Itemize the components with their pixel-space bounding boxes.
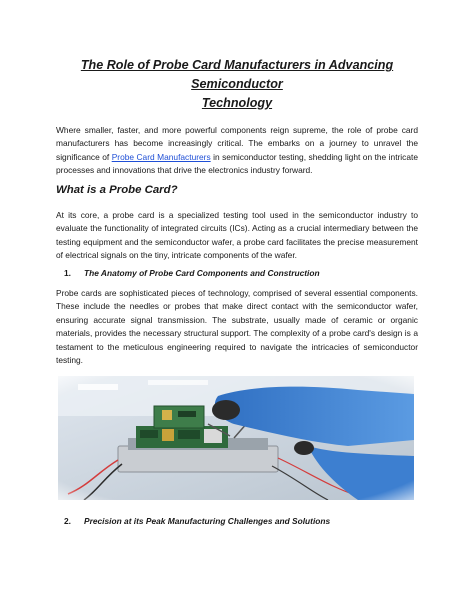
section-paragraph-probe-card: At its core, a probe card is a specialized testing tool used in the semiconductor industry to evaluate the functionality of integrated circuits (ICs). Acting as a crucial intermediary between the testing equipment and the semiconductor wafer, a probe card facilitates the precise measurement of electrical signals on the tiny, intricate components of the wafer. xyxy=(56,210,418,261)
list-item-heading-2 xyxy=(64,516,330,526)
section-heading-probe-card: What is a Probe Card? xyxy=(56,184,178,196)
title-line-1: The Role of Probe Card Manufacturers in Advancing Semiconductor xyxy=(80,58,394,91)
anatomy-paragraph: Probe cards are sophisticated pieces of technology, comprised of several essential components. These include the needles or probes that make direct contact with the semiconductor wafer, ensuring accurate signal transmission. The substrate, usually made of ceramic or organic materials, provides the necessary structural support. The complexity of a probe card's design is a testament to the meticulous engineering required to navigate the intricacies of semiconductor testing. xyxy=(56,288,418,366)
title-line-2: Technology xyxy=(201,96,273,110)
list-number-2: 2. xyxy=(64,516,71,526)
list-number-1: 1. xyxy=(64,268,71,278)
list-heading-2-text: Precision at its Peak Manufacturing Challenges and Solutions xyxy=(84,516,331,526)
list-item-heading-1 xyxy=(64,268,320,278)
intro-paragraph xyxy=(56,124,418,178)
intro-text-start: Where smaller, faster, and more powerful components reign supreme, the role of probe card manufacturers has become increasingly critical. The embarks on a journey to unravel the significance of xyxy=(56,125,418,162)
list-heading-1-text: The Anatomy of Probe Card Components and Construction xyxy=(84,268,320,278)
page-title xyxy=(52,56,422,113)
intro-text-end: in semiconductor testing, shedding light on the intricate processes and innovations that drive the electronics industry forward. xyxy=(56,151,419,176)
probe-card-photo xyxy=(58,376,414,500)
probe-card-manufacturers-link[interactable]: Probe Card Manufacturers xyxy=(111,151,211,162)
